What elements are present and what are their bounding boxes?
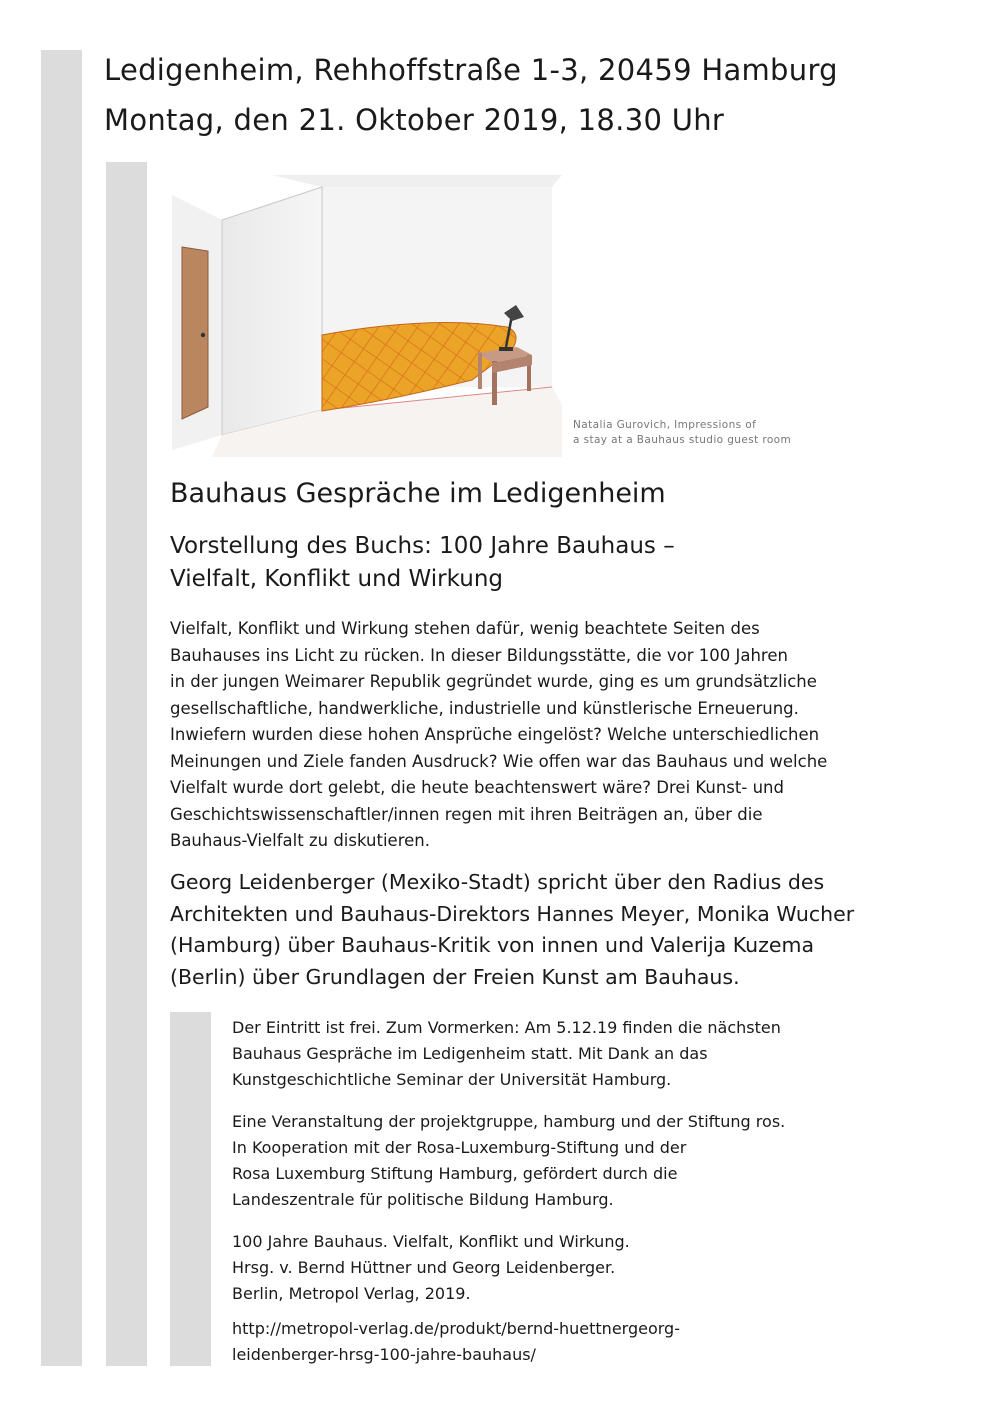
event-datetime: Montag, den 21. Oktober 2019, 18.30 Uhr [104,103,725,137]
middle-decorative-bar [106,162,147,1366]
publisher-link[interactable] [232,1316,680,1368]
description-line: Geschichtswissenschaftler/innen regen mit ihren Beiträgen an, über die [170,804,763,824]
event-subtitle [170,530,870,596]
description-line: Inwiefern wurden diese hohen Ansprüche eingelöst? Welche unterschiedlichen [170,725,820,744]
subtitle-line: Vorstellung des Buchs: 100 Jahre Bauhaus – [170,533,675,559]
image-caption-line: a stay at a Bauhaus studio guest room [573,434,792,446]
speakers-line: (Berlin) über Grundlagen der Freien Kunst am Bauhaus. [170,964,740,989]
description-line: Meinungen und Ziele fanden Ausdruck? Wie offen war das Bauhaus und welche [170,751,828,771]
inner-decorative-bar [170,1012,211,1366]
speakers-paragraph [170,867,854,993]
organizers-line: Rosa Luxemburg Stiftung Hamburg, gefördert durch die [232,1164,678,1183]
description-line: in der jungen Weimarer Republik gegründet wurde, ging es um grundsätzliche [170,672,817,691]
left-decorative-bar [41,50,82,1366]
book-line: 100 Jahre Bauhaus. Vielfalt, Konflikt und Wirkung. [232,1232,630,1251]
link-line[interactable]: leidenberger-hrsg-100-jahre-bauhaus/ [232,1345,536,1364]
info-line: Kunstgeschichtliche Seminar der Universität Hamburg. [232,1070,672,1089]
venue-address: Ledigenheim, Rehhoffstraße 1-3, 20459 Hamburg [104,53,838,87]
book-line: Berlin, Metropol Verlag, 2019. [232,1284,471,1303]
organizers-line: In Kooperation mit der Rosa-Luxemburg-Stiftung und der [232,1138,687,1157]
description-paragraph [170,616,827,855]
subtitle-line: Vielfalt, Konflikt und Wirkung [170,566,504,592]
info-line: Bauhaus Gespräche im Ledigenheim statt. Mit Dank an das [232,1044,708,1063]
book-line: Hrsg. v. Bernd Hüttner und Georg Leidenberger. [232,1258,616,1277]
organizers-info [232,1109,785,1213]
speakers-line: (Hamburg) über Bauhaus-Kritik von innen und Valerija Kuzema [170,933,815,957]
bauhaus-room-illustration [172,175,562,457]
speakers-line: Georg Leidenberger (Mexiko-Stadt) spricht über den Radius des [170,870,825,894]
info-line: Der Eintritt ist frei. Zum Vormerken: Am 5.12.19 finden die nächsten [232,1018,781,1037]
description-line: Bauhauses ins Licht zu rücken. In dieser Bildungsstätte, die vor 100 Jahren [170,645,788,665]
organizers-line: Landeszentrale für politische Bildung Hamburg. [232,1190,614,1209]
description-line: Vielfalt wurde dort gelebt, die heute beachtenswert wäre? Drei Kunst- und [170,778,784,797]
organizers-line: Eine Veranstaltung der projektgruppe, hamburg und der Stiftung ros. [232,1112,786,1131]
link-line[interactable]: http://metropol-verlag.de/produkt/bernd-huettnergeorg- [232,1319,680,1338]
description-line: Vielfalt, Konflikt und Wirkung stehen dafür, wenig beachtete Seiten des [170,619,760,638]
admission-info [232,1015,781,1093]
description-line: Bauhaus-Vielfalt zu diskutieren. [170,831,430,850]
speakers-line: Architekten und Bauhaus-Direktors Hannes Meyer, Monika Wucher [170,901,855,926]
description-line: gesellschaftliche, handwerkliche, industrielle und künstlerische Erneuerung. [170,698,799,718]
image-caption-line: Natalia Gurovich, Impressions of [573,419,757,431]
event-title: Bauhaus Gespräche im Ledigenheim [170,478,666,509]
book-reference [232,1229,630,1307]
